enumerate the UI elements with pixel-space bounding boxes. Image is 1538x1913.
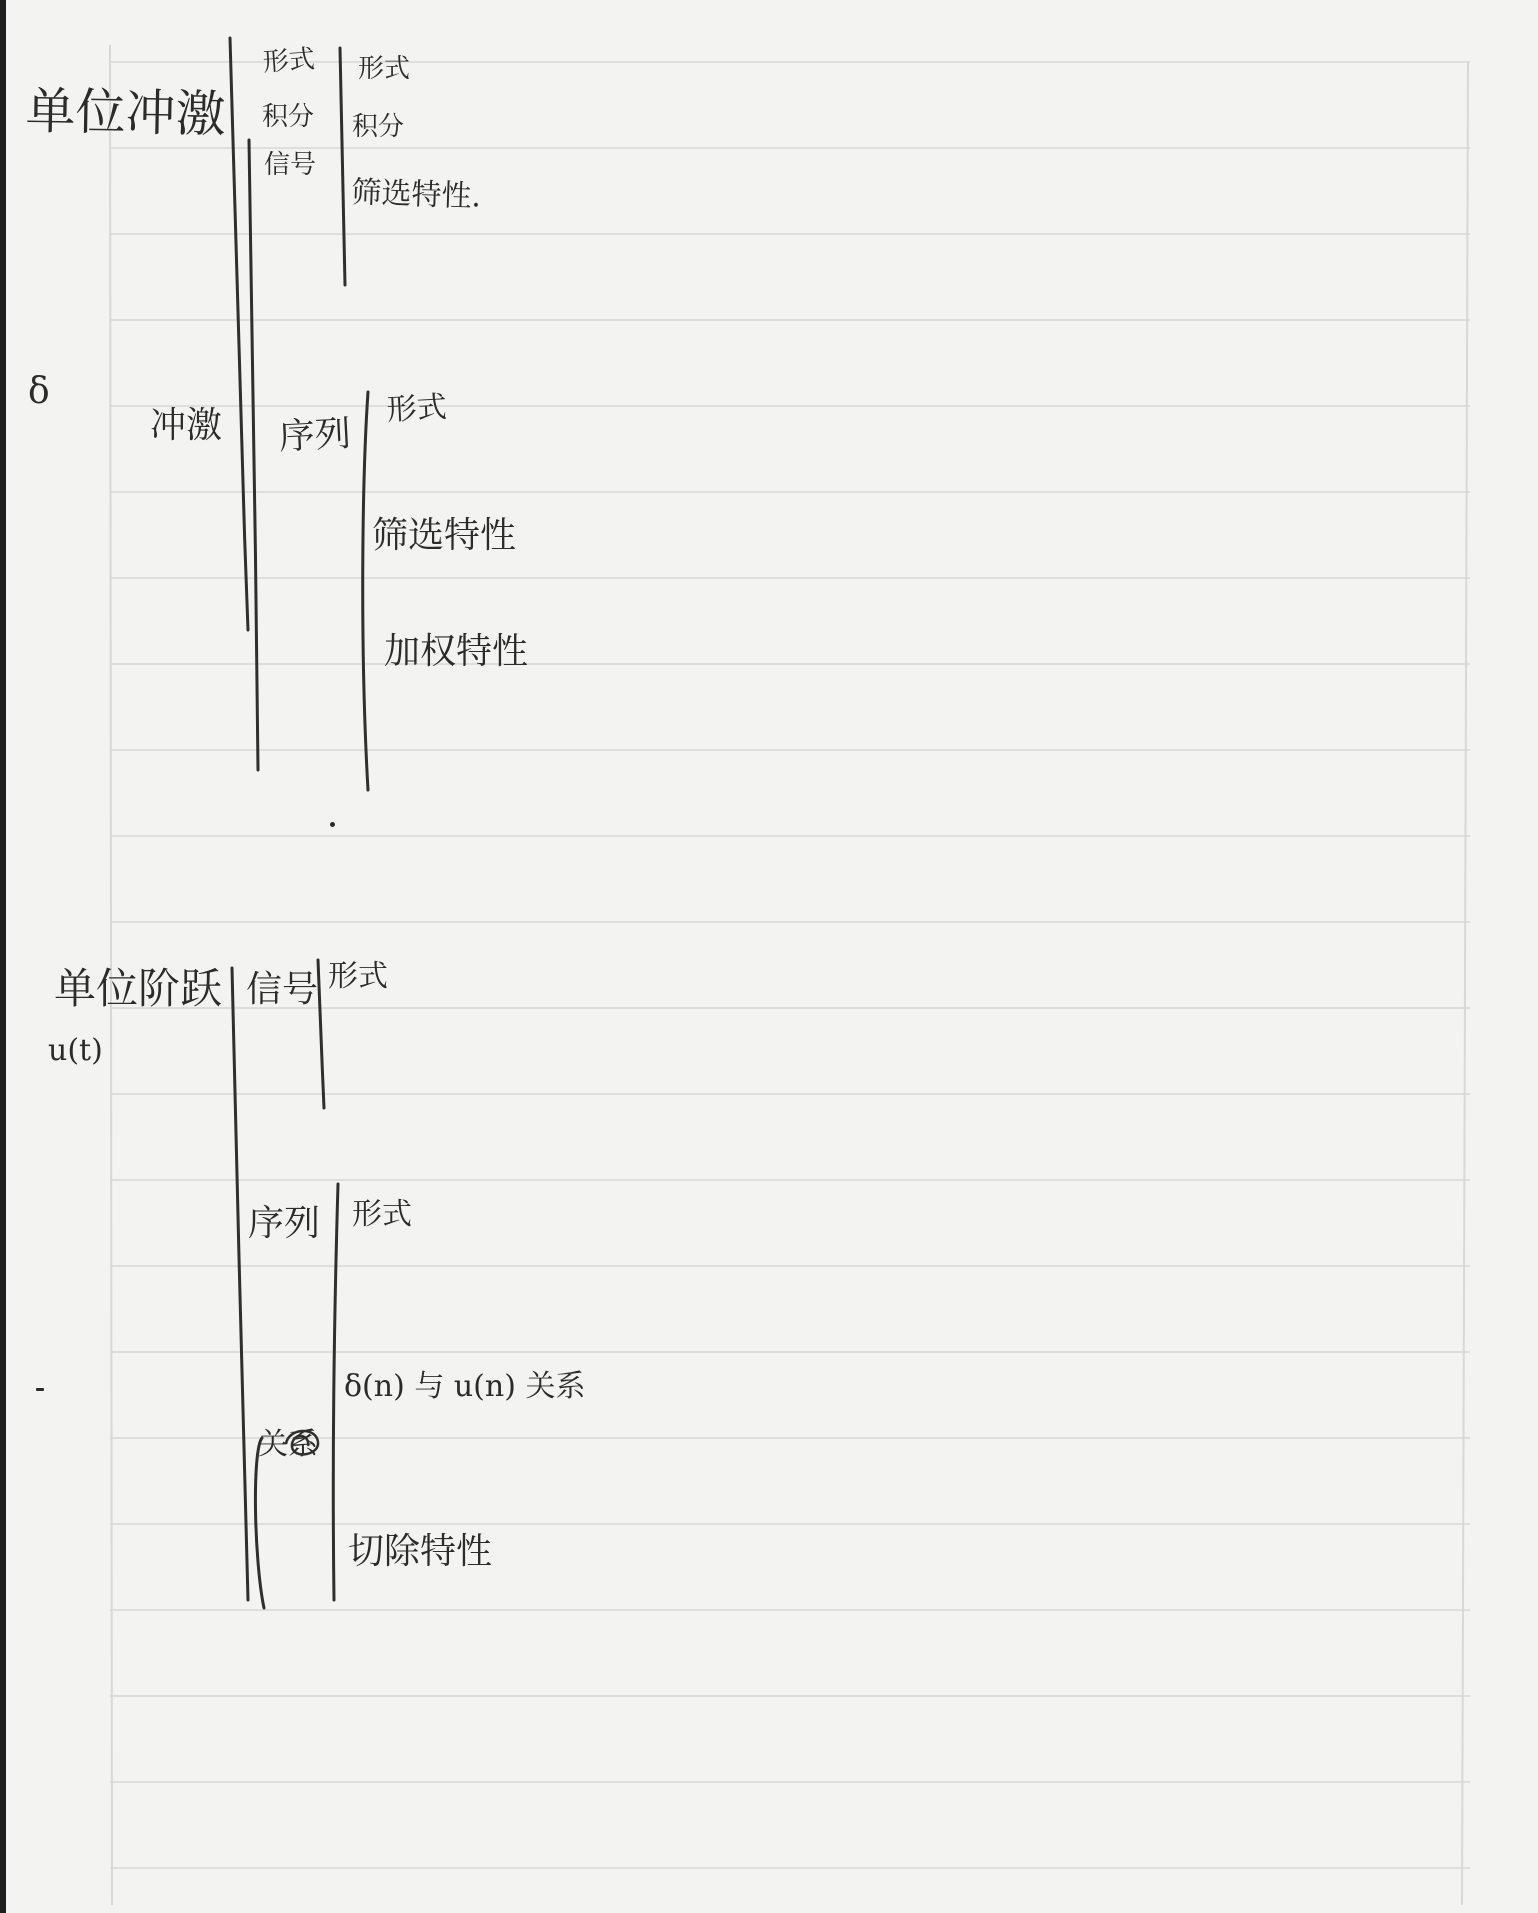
bracket-section2-signal xyxy=(318,960,324,1108)
impulse-outer-label: 冲激 xyxy=(150,405,223,446)
sequence-item-sifting: 筛选特性 xyxy=(372,515,517,556)
ink-dot xyxy=(330,822,335,827)
section2-sequence-item-relation: δ(n) 与 u(n) 关系 xyxy=(344,1369,586,1404)
section2-signal-label: 信号 xyxy=(246,969,319,1010)
bracket-section2-sequence xyxy=(333,1184,338,1600)
signal-group-label-line1: 形式 xyxy=(261,44,316,78)
bracket-sequence-group xyxy=(363,392,368,790)
section2-relation-label: 关系 xyxy=(258,1427,318,1462)
signal-item-form: 形式 xyxy=(358,54,411,84)
bracket-signal-group xyxy=(340,48,345,285)
scribble-mark xyxy=(280,1420,324,1464)
delta-symbol: δ xyxy=(28,371,50,412)
section2-symbol: u(t) xyxy=(48,1033,103,1068)
sequence-label: 序列 xyxy=(277,413,352,458)
signal-item-integral: 积分 xyxy=(352,112,405,142)
signal-item-sifting: 筛选特性. xyxy=(350,175,482,215)
ink-dash xyxy=(36,1388,44,1391)
section2-title: 单位阶跃 xyxy=(54,964,223,1013)
bracket-section2-main xyxy=(232,968,248,1600)
section1-title: 单位冲激 xyxy=(25,82,227,144)
section2-signal-item-form: 形式 xyxy=(328,959,388,994)
bracket-section1-main xyxy=(230,38,248,630)
sequence-item-form: 形式 xyxy=(385,389,448,428)
sequence-item-weighting: 加权特性 xyxy=(384,631,529,672)
signal-group-label-line3: 信号 xyxy=(264,150,317,180)
section2-sequence-item-form: 形式 xyxy=(352,1197,412,1232)
signal-group-label-line2: 积分 xyxy=(262,102,315,132)
section2-sequence-label: 序列 xyxy=(248,1203,321,1244)
section2-sequence-item-truncation: 切除特性 xyxy=(348,1531,493,1572)
